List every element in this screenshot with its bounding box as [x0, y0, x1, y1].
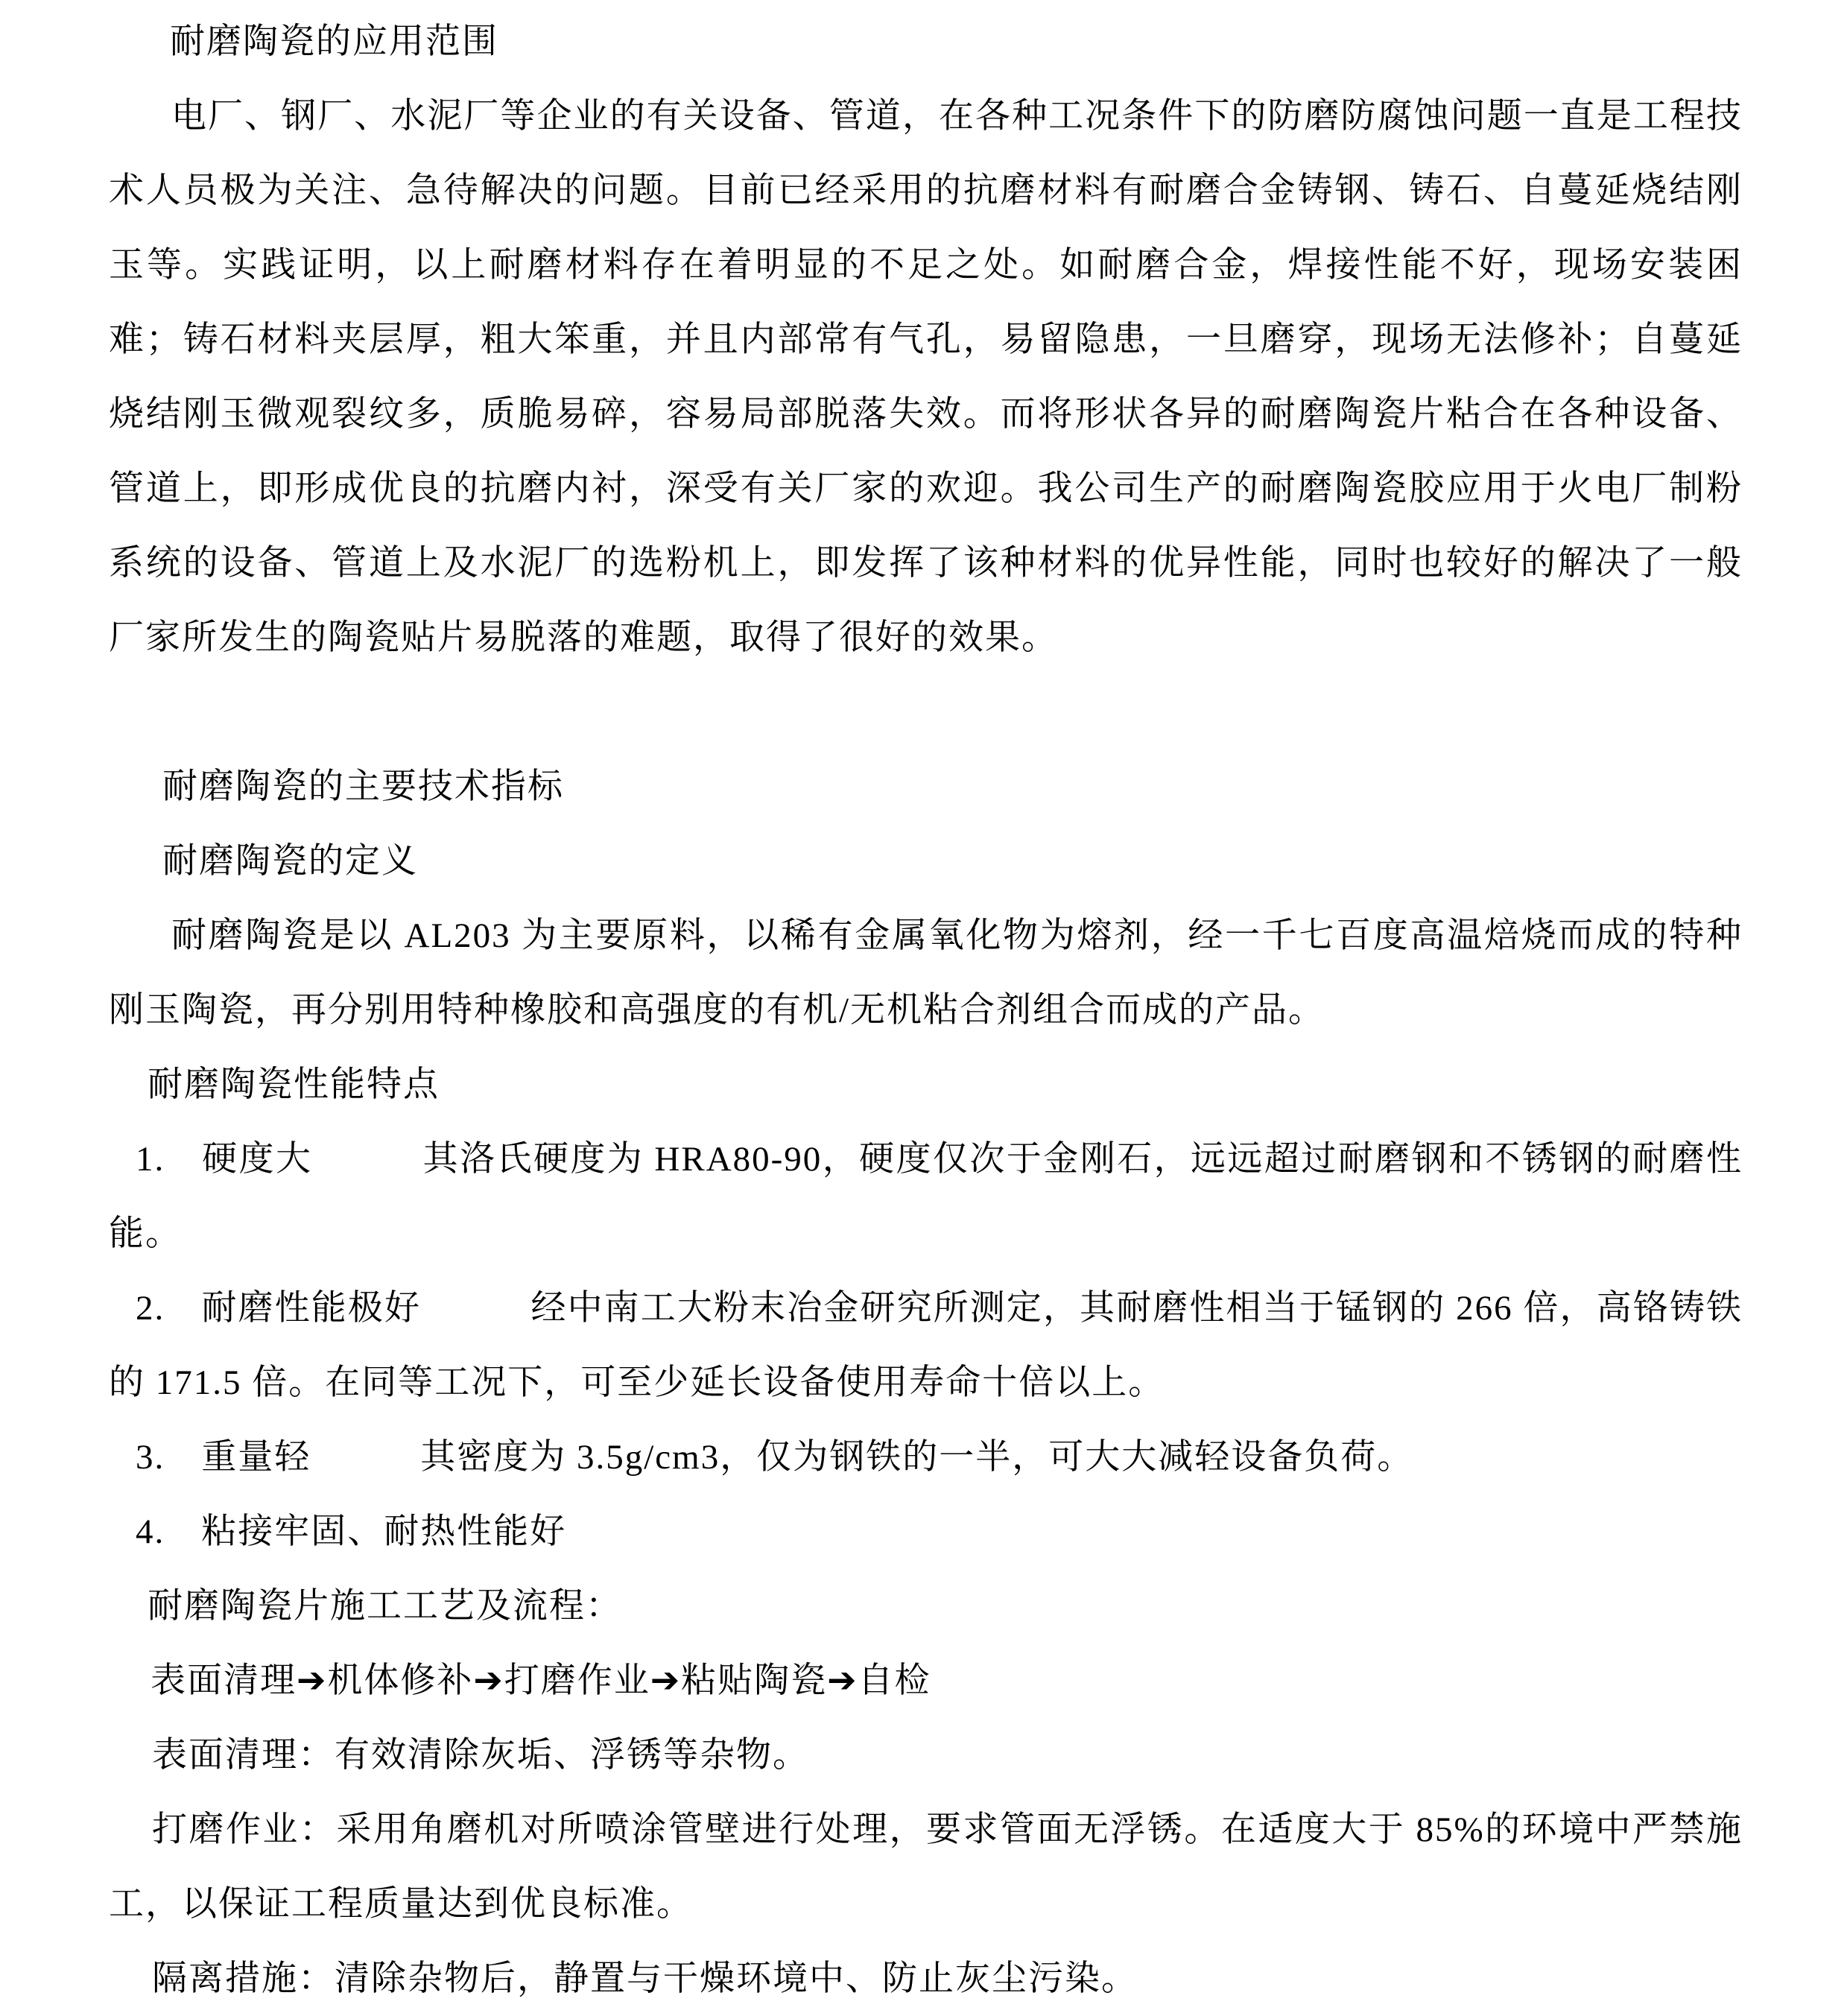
document-title: 耐磨陶瓷的应用范围 [170, 22, 498, 61]
process-step-line: 隔离措施：清除杂物后，静置与干燥环境中、防止灰尘污染。 [152, 1959, 1138, 1998]
feature-list-item: 2. 耐磨性能极好 经中南工大粉末冶金研究所测定，其耐磨性相当于锰钢的 266 倍，高铬铸铁的 171.5 倍。在同等工况下，可至少延长设备使用寿命十倍以上。 [109, 1289, 1743, 1402]
feature-list-item: 3. 重量轻 其密度为 3.5g/cm3，仅为钢铁的一半，可大大减轻设备负荷。 [136, 1438, 1414, 1477]
process-step-line: 表面清理：有效清除灰垢、浮锈等杂物。 [152, 1736, 809, 1775]
body-paragraph: 电厂、钢厂、水泥厂等企业的有关设备、管道，在各种工况条件下的防磨防腐蚀问题一直是工程技术人员极为关注、急待解决的问题。目前已经采用的抗磨材料有耐磨合金铸钢、铸石、自蔓延烧结刚玉等。实践证明，以上耐磨材料存在着明显的不足之处。如耐磨合金，焊接性能不好，现场安装困难；铸石材料夹层厚，粗大笨重，并且内部常有气孔，易留隐患，一旦磨穿，现场无法修补；自蔓延烧结刚玉微观裂纹多，质脆易碎，容易局部脱落失效。而将形状各异的耐磨陶瓷片粘合在各种设备、管道上，即形成优良的抗磨内衬，深受有关厂家的欢迎。我公司生产的耐磨陶瓷胶应用于火电厂制粉系统的设备、管道上及水泥厂的选粉机上，即发挥了该种材料的优异性能，同时也较好的解决了一般厂家所发生的陶瓷贴片易脱落的难题，取得了很好的效果。 [109, 97, 1743, 657]
body-paragraph: 耐磨陶瓷是以 AL203 为主要原料，以稀有金属氧化物为熔剂，经一千七百度高温焙烧而成的特种刚玉陶瓷，再分别用特种橡胶和高强度的有机/无机粘合剂组合而成的产品。 [109, 916, 1743, 1030]
blank-line [109, 675, 1743, 749]
feature-list-item: 1. 硬度大 其洛氏硬度为 HRA80-90，硬度仅次于金刚石，远远超过耐磨钢和不锈钢的耐磨性能。 [109, 1140, 1743, 1253]
sub-heading: 耐磨陶瓷片施工工艺及流程： [148, 1587, 622, 1626]
process-step-paragraph: 打磨作业：采用角磨机对所喷涂管壁进行处理，要求管面无浮锈。在适度大于 85%的环境中严禁施工，以保证工程质量达到优良标准。 [109, 1810, 1743, 1924]
sub-heading: 耐磨陶瓷性能特点 [148, 1065, 440, 1104]
process-flow-line: 表面清理➔机体修补➔打磨作业➔粘贴陶瓷➔自检 [151, 1661, 931, 1700]
feature-list-item: 4. 粘接牢固、耐热性能好 [136, 1512, 567, 1551]
section-heading: 耐磨陶瓷的主要技术指标 [162, 767, 564, 806]
section-heading: 耐磨陶瓷的定义 [162, 842, 418, 881]
